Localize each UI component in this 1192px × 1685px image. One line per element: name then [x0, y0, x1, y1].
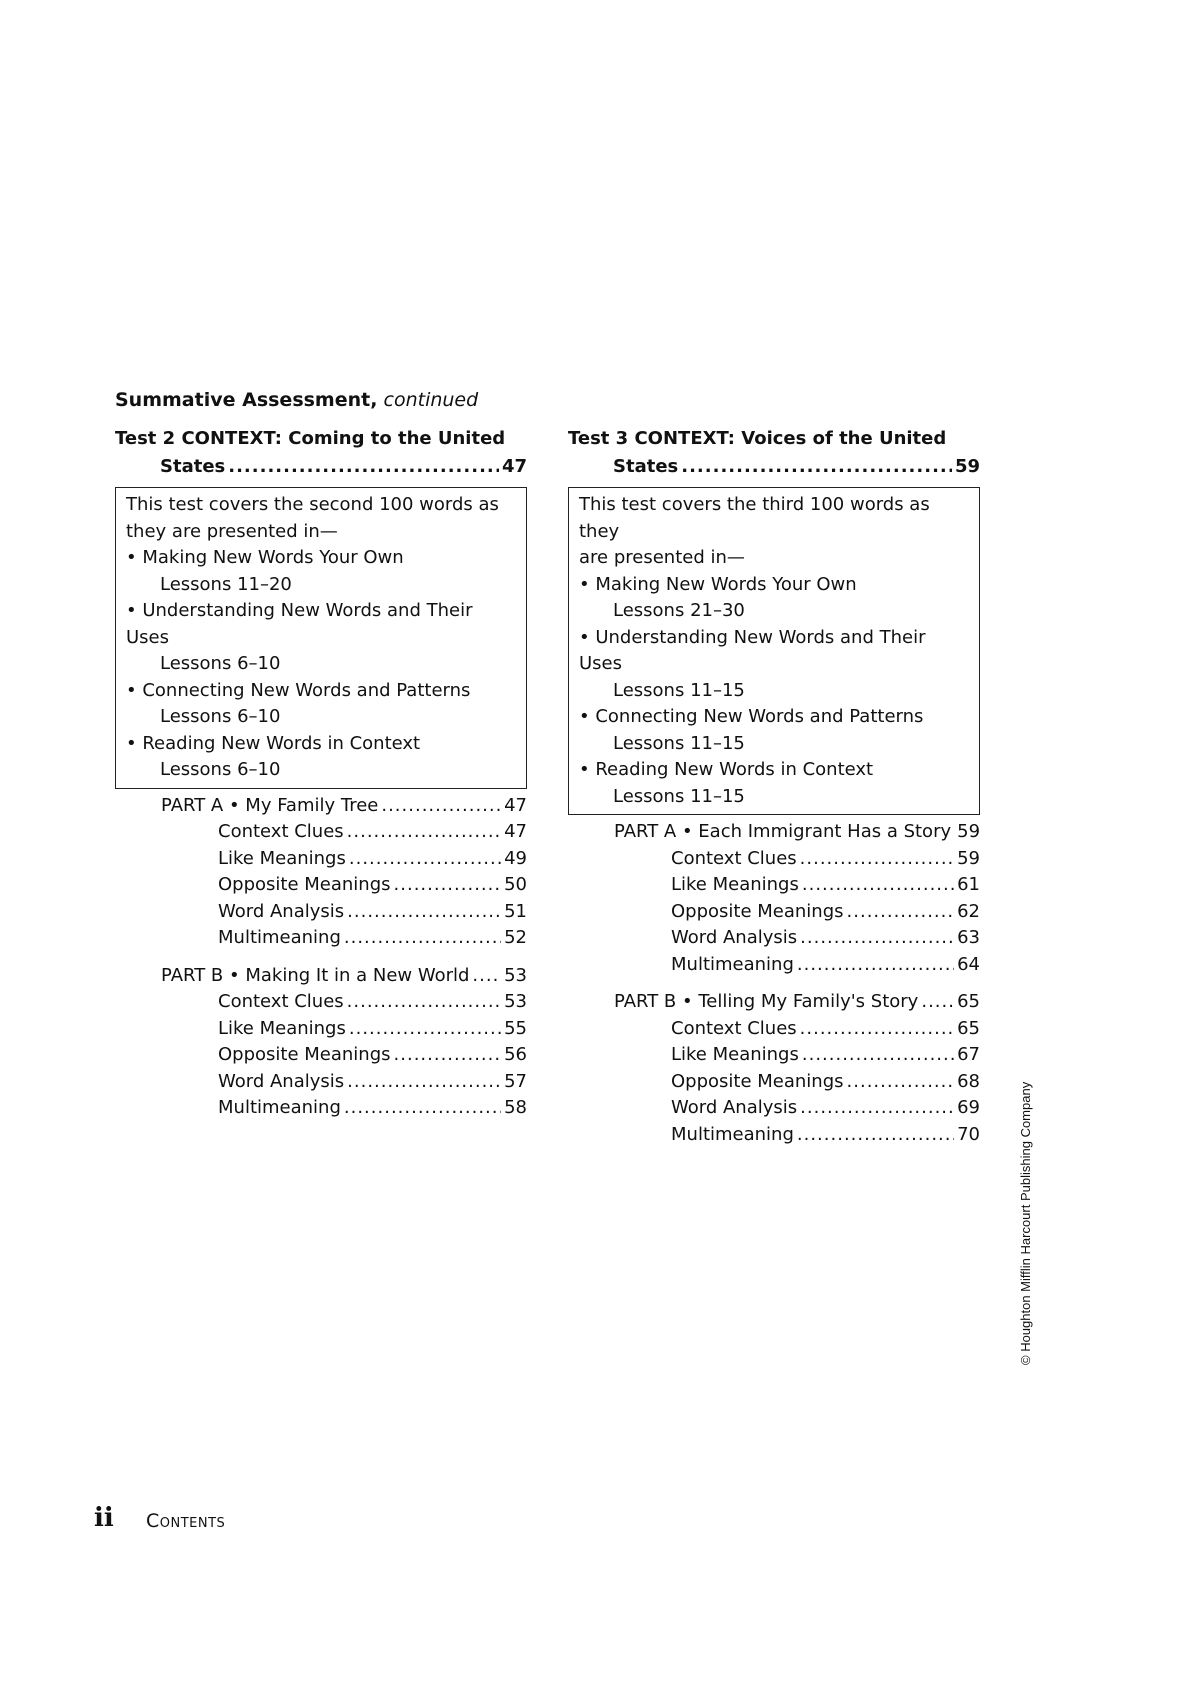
dot-leader — [800, 846, 954, 873]
page-number: 70 — [957, 1123, 980, 1145]
part-entry — [568, 989, 980, 1016]
sub-entry — [115, 989, 527, 1016]
page-number: 61 — [957, 874, 980, 895]
page-number: 52 — [504, 927, 527, 948]
sub-entry — [115, 1016, 527, 1043]
toc-label: Context Clues — [218, 821, 344, 842]
coverage-intro: This test covers the third 100 words as they — [579, 494, 930, 542]
page-number: 47 — [501, 456, 527, 477]
toc-label: Opposite Meanings — [218, 1044, 391, 1065]
sub-entry — [568, 1095, 980, 1122]
sub-entry — [115, 1069, 527, 1096]
coverage-lessons: Lessons 6–10 — [160, 653, 281, 674]
page-number: 65 — [957, 991, 980, 1012]
page-number: 64 — [957, 953, 980, 975]
sub-entry — [568, 846, 980, 873]
dot-leader — [802, 1042, 954, 1069]
sub-entry — [115, 1042, 527, 1069]
toc-label: Opposite Meanings — [218, 874, 391, 895]
test-2-column — [115, 425, 527, 1122]
part-entry — [115, 793, 527, 820]
coverage-box — [568, 487, 980, 815]
toc-label: Multimeaning — [218, 1097, 341, 1118]
toc-label: Context Clues — [671, 847, 797, 869]
page-number: 59 — [957, 821, 981, 842]
coverage-lessons: Lessons 11–15 — [613, 732, 745, 754]
page-number: 62 — [957, 900, 980, 922]
coverage-item: • Reading New Words in Context — [579, 759, 874, 780]
toc-label: Multimeaning — [671, 1123, 794, 1145]
section-title-bold: Summative Assessment, — [115, 389, 378, 411]
sub-entry — [115, 899, 527, 926]
coverage-box — [115, 487, 527, 789]
toc-label: Word Analysis — [671, 927, 798, 948]
toc-label: PART B • Telling My Family's Story — [614, 991, 919, 1012]
page-number: 67 — [957, 1044, 980, 1065]
page-number: 50 — [504, 874, 527, 895]
page-number: 47 — [504, 794, 527, 816]
test-title: Test 3 CONTEXT: Voices of the United — [568, 428, 947, 449]
sub-entry — [568, 925, 980, 952]
dot-leader — [381, 793, 501, 820]
page-numeral: ii — [94, 1503, 114, 1533]
part-entry — [568, 819, 980, 846]
parts-list — [115, 793, 527, 1122]
page-number: 65 — [957, 1017, 980, 1039]
toc-label: Opposite Meanings — [671, 900, 844, 922]
dot-leader — [472, 963, 501, 990]
dot-leader — [347, 1069, 501, 1096]
page-number: 57 — [504, 1070, 527, 1092]
coverage-lessons: Lessons 21–30 — [613, 600, 745, 621]
sub-entry — [568, 1069, 980, 1096]
dot-leader — [800, 1016, 954, 1043]
dot-leader — [847, 899, 955, 926]
test-3-column — [568, 425, 980, 1148]
sub-entry — [115, 819, 527, 846]
test-heading — [115, 425, 527, 481]
coverage-item: • Connecting New Words and Patterns — [126, 679, 471, 701]
toc-label: Context Clues — [218, 991, 344, 1012]
toc-label: PART A • My Family Tree — [161, 794, 379, 816]
coverage-lessons: Lessons 6–10 — [160, 706, 281, 727]
coverage-intro: This test covers the second 100 words as — [126, 494, 499, 515]
coverage-item: • Making New Words Your Own — [126, 547, 404, 568]
dot-leader — [347, 899, 501, 926]
section-title — [115, 389, 478, 411]
test-title-cont — [568, 453, 980, 481]
toc-label: States — [160, 456, 226, 477]
sub-entry — [568, 872, 980, 899]
dot-leader — [347, 819, 501, 846]
dot-leader — [349, 846, 501, 873]
page-number: 56 — [504, 1044, 527, 1065]
page-number: 59 — [957, 847, 980, 869]
dot-leader — [797, 952, 954, 979]
coverage-item: • Making New Words Your Own — [579, 573, 857, 595]
page-number: 53 — [504, 991, 527, 1012]
dot-leader — [344, 1095, 501, 1122]
dot-leader — [847, 1069, 955, 1096]
sub-entry — [115, 925, 527, 952]
toc-label: Like Meanings — [671, 874, 799, 895]
toc-label: Context Clues — [671, 1017, 797, 1039]
toc-label: PART A • Each Immigrant Has a Story — [614, 821, 952, 842]
coverage-item: • Understanding New Words and Their Uses — [579, 626, 926, 674]
part-spacer — [115, 952, 527, 963]
test-title: Test 2 CONTEXT: Coming to the United — [115, 428, 506, 449]
dot-leader — [394, 872, 502, 899]
toc-label: Word Analysis — [671, 1097, 798, 1118]
test-heading — [568, 425, 980, 481]
sub-entry — [115, 846, 527, 873]
sub-entry — [568, 1122, 980, 1149]
page-number: 59 — [954, 456, 980, 477]
coverage-lessons: Lessons 11–20 — [160, 573, 292, 595]
dot-leader — [800, 925, 954, 952]
part-entry — [115, 963, 527, 990]
sub-entry — [115, 1095, 527, 1122]
page-number: 49 — [504, 847, 527, 869]
page-number: 68 — [957, 1070, 980, 1092]
coverage-lessons: Lessons 6–10 — [160, 759, 281, 780]
copyright-notice: © Houghton Mifflin Harcourt Publishing Company — [1018, 1081, 1033, 1365]
coverage-intro: they are presented in— — [126, 520, 338, 542]
page-number: 51 — [504, 900, 527, 922]
part-spacer — [568, 978, 980, 989]
dot-leader — [921, 989, 954, 1016]
coverage-lessons: Lessons 11–15 — [613, 785, 745, 807]
toc-label: Opposite Meanings — [671, 1070, 844, 1092]
dot-leader — [394, 1042, 502, 1069]
dot-leader — [681, 453, 952, 481]
section-title-italic: continued — [383, 389, 479, 411]
sub-entry — [568, 952, 980, 979]
page-number: 58 — [504, 1097, 527, 1118]
toc-label: PART B • Making It in a New World — [161, 964, 470, 986]
dot-leader — [800, 1095, 954, 1122]
dot-leader — [349, 1016, 501, 1043]
dot-leader — [797, 1122, 954, 1149]
coverage-item: • Connecting New Words and Patterns — [579, 706, 924, 727]
page-number: 55 — [504, 1017, 527, 1039]
coverage-item: • Reading New Words in Context — [126, 732, 421, 754]
dot-leader — [802, 872, 954, 899]
dot-leader — [228, 453, 499, 481]
toc-label: Multimeaning — [671, 953, 794, 975]
toc-label: Like Meanings — [218, 847, 346, 869]
page-number: 63 — [957, 927, 980, 948]
toc-label: Word Analysis — [218, 900, 345, 922]
parts-list — [568, 819, 980, 1148]
dot-leader — [347, 989, 501, 1016]
toc-label: Like Meanings — [218, 1017, 346, 1039]
page-number: 53 — [504, 964, 527, 986]
toc-label: Like Meanings — [671, 1044, 799, 1065]
sub-entry — [568, 1042, 980, 1069]
toc-label: Word Analysis — [218, 1070, 345, 1092]
coverage-lessons: Lessons 11–15 — [613, 679, 745, 701]
dot-leader — [344, 925, 501, 952]
toc-label: Multimeaning — [218, 927, 341, 948]
toc-label: States — [613, 456, 679, 477]
sub-entry — [115, 872, 527, 899]
sub-entry — [568, 899, 980, 926]
coverage-item: • Understanding New Words and Their Uses — [126, 600, 473, 648]
page-number: 69 — [957, 1097, 980, 1118]
footer-label: Contents — [146, 1510, 226, 1532]
sub-entry — [568, 1016, 980, 1043]
page-number: 47 — [504, 821, 527, 842]
test-title-cont — [115, 453, 527, 481]
coverage-intro: are presented in— — [579, 547, 745, 568]
